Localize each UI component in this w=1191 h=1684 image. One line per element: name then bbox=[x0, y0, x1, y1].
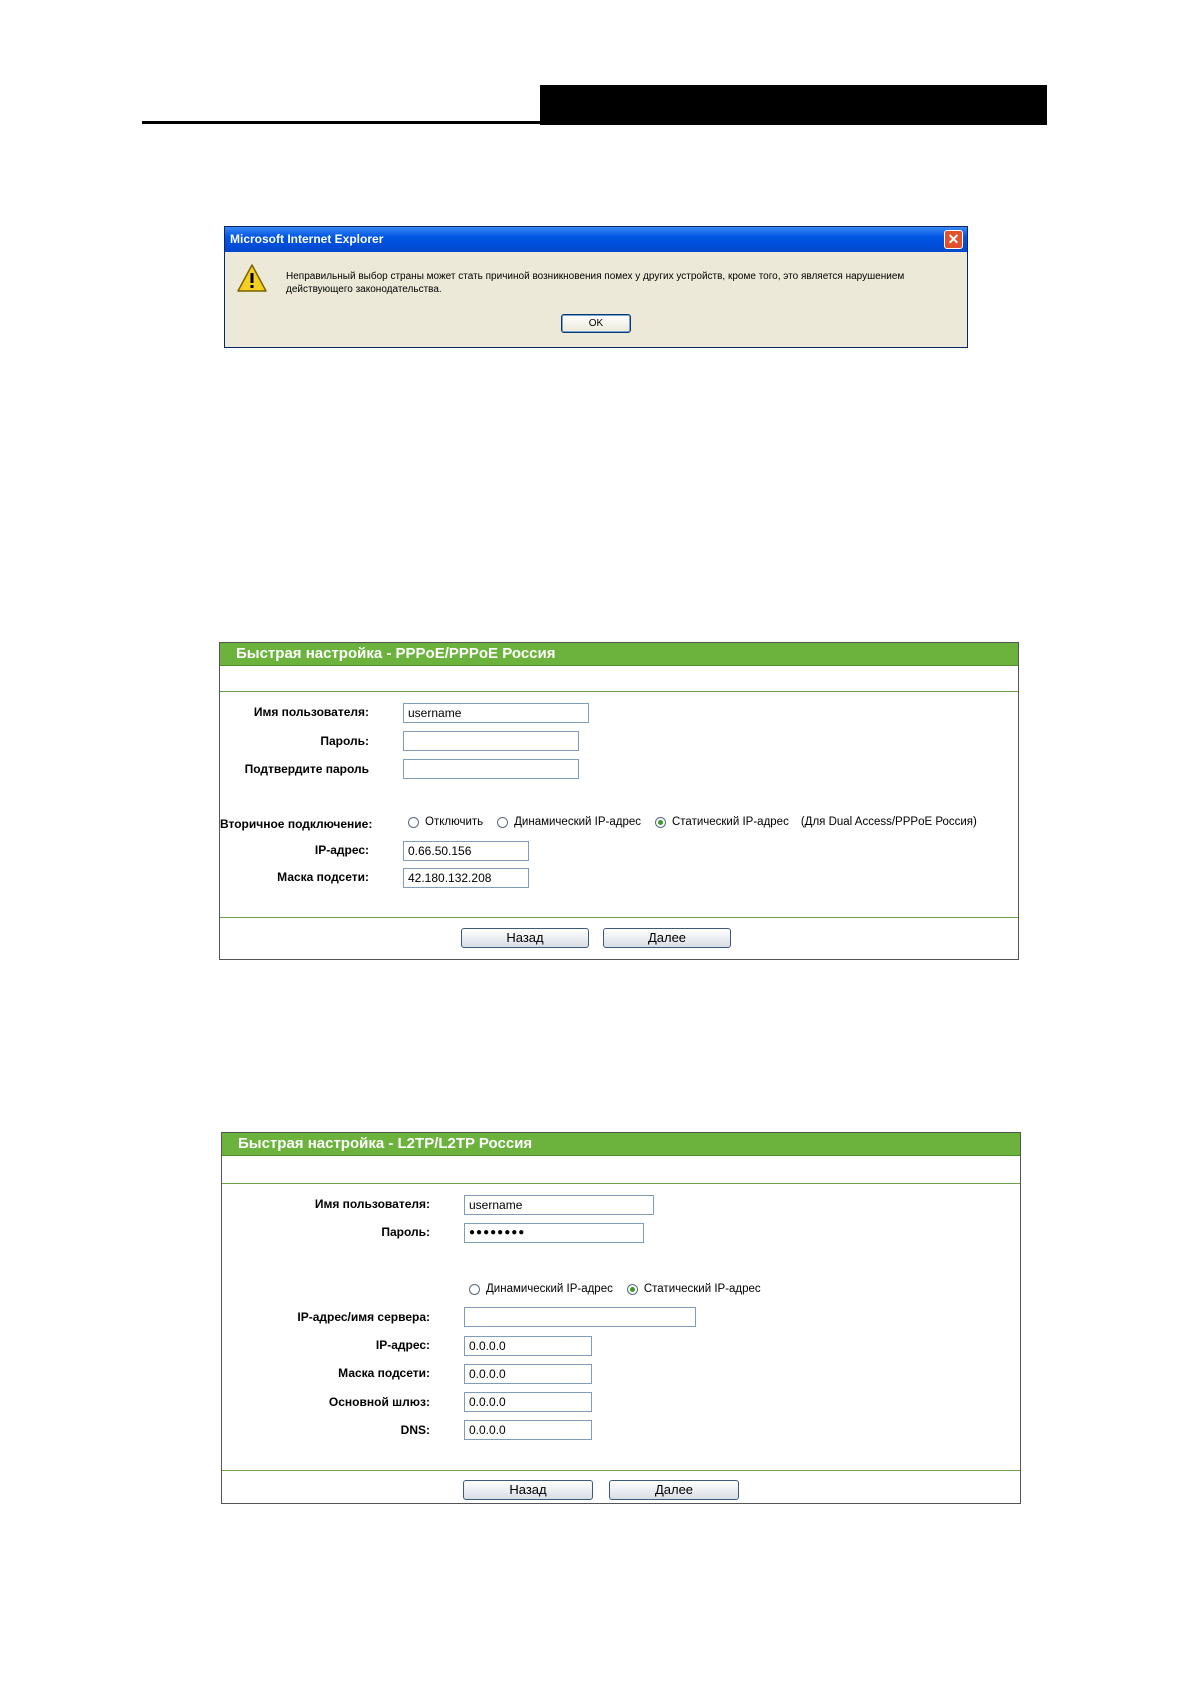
dialog-title: Microsoft Internet Explorer bbox=[225, 227, 967, 252]
radio-dynamic-ip[interactable] bbox=[469, 1283, 613, 1295]
ip-address-label: IP-адрес: bbox=[375, 1338, 430, 1352]
ip-mode-options bbox=[469, 1283, 775, 1295]
pppoe-panel bbox=[219, 642, 1019, 960]
gateway-input[interactable] bbox=[464, 1392, 592, 1412]
radio-dynamic-ip-label: Динамический IP-адрес bbox=[486, 1283, 613, 1295]
dns-label: DNS: bbox=[400, 1423, 430, 1437]
radio-button-selected[interactable] bbox=[627, 1284, 638, 1295]
password-label: Пароль: bbox=[381, 1225, 430, 1239]
ok-button[interactable]: OK bbox=[561, 314, 631, 333]
back-button[interactable]: Назад bbox=[463, 1480, 593, 1500]
username-label: Имя пользователя: bbox=[253, 705, 369, 719]
ip-address-input[interactable] bbox=[403, 841, 529, 861]
radio-button[interactable] bbox=[497, 817, 508, 828]
confirm-password-label: Подтвердите пароль bbox=[244, 762, 369, 776]
secondary-connection-label: Вторичное подключение: bbox=[220, 817, 373, 831]
subnet-mask-input[interactable] bbox=[403, 868, 529, 888]
password-input[interactable]: ●●●●●●●● bbox=[464, 1223, 644, 1243]
header-rule bbox=[142, 121, 540, 124]
l2tp-panel-title: Быстрая настройка - L2TP/L2TP Россия bbox=[222, 1133, 1020, 1156]
subnet-mask-input[interactable] bbox=[464, 1364, 592, 1384]
radio-static-ip[interactable] bbox=[627, 1283, 761, 1295]
close-icon[interactable]: ✕ bbox=[944, 230, 963, 249]
username-input[interactable] bbox=[464, 1195, 654, 1215]
radio-button[interactable] bbox=[469, 1284, 480, 1295]
confirm-password-input[interactable] bbox=[403, 759, 579, 779]
username-input[interactable] bbox=[403, 703, 589, 723]
username-label: Имя пользователя: bbox=[314, 1197, 430, 1211]
server-address-input[interactable] bbox=[464, 1307, 696, 1327]
radio-disable[interactable] bbox=[408, 816, 483, 828]
next-button[interactable]: Далее bbox=[603, 928, 731, 948]
subnet-mask-label: Маска подсети: bbox=[338, 1366, 430, 1380]
radio-static-ip-label: Статический IP-адрес bbox=[671, 816, 789, 828]
dns-input[interactable] bbox=[464, 1420, 592, 1440]
radio-dynamic-ip[interactable] bbox=[497, 816, 641, 828]
dialog-message: Неправильный выбор страны может стать причиной возникновения помех у других устройств, кроме того, это является нарушением действующего законодательства. bbox=[286, 271, 905, 295]
gateway-label: Основной шлюз: bbox=[328, 1395, 430, 1409]
radio-dynamic-ip-label: Динамический IP-адрес bbox=[514, 816, 641, 828]
radio-static-ip[interactable] bbox=[655, 816, 789, 828]
back-button[interactable]: Назад bbox=[461, 928, 589, 948]
l2tp-panel bbox=[221, 1132, 1021, 1504]
radio-disable-label: Отключить bbox=[425, 816, 484, 828]
warning-icon bbox=[236, 263, 268, 293]
radio-button[interactable] bbox=[408, 817, 419, 828]
divider bbox=[222, 1470, 1020, 1471]
dual-access-note: (Для Dual Access/PPPoE Россия) bbox=[800, 816, 977, 828]
radio-static-ip-label: Статический IP-адрес bbox=[643, 1283, 761, 1295]
next-button[interactable]: Далее bbox=[609, 1480, 739, 1500]
header-bar bbox=[540, 85, 1047, 125]
divider bbox=[222, 1183, 1020, 1184]
password-input[interactable] bbox=[403, 731, 579, 751]
pppoe-panel-title: Быстрая настройка - PPPoE/PPPoE Россия bbox=[220, 643, 1018, 666]
radio-button-selected[interactable] bbox=[655, 817, 666, 828]
divider bbox=[220, 691, 1018, 692]
subnet-mask-label: Маска подсети: bbox=[277, 870, 369, 884]
ip-address-input[interactable] bbox=[464, 1336, 592, 1356]
ip-address-label: IP-адрес: bbox=[314, 843, 369, 857]
divider bbox=[220, 917, 1018, 918]
password-label: Пароль: bbox=[320, 734, 369, 748]
secondary-connection-options bbox=[408, 816, 977, 828]
alert-dialog bbox=[224, 226, 968, 348]
server-address-label: IP-адрес/имя сервера: bbox=[297, 1310, 430, 1324]
